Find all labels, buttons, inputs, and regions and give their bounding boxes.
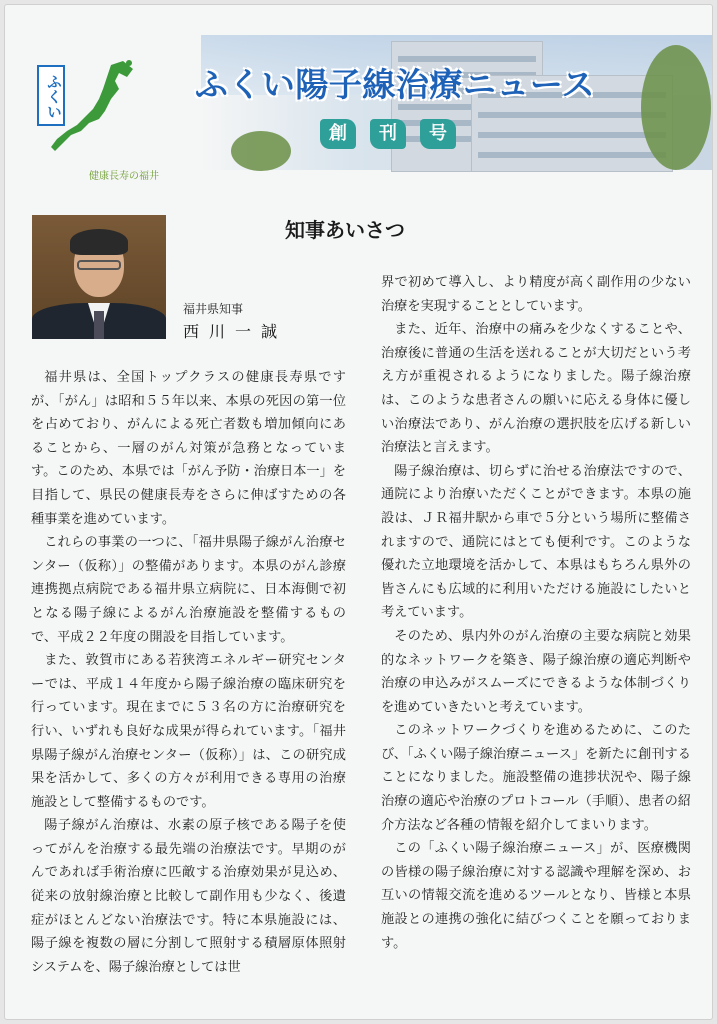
newsletter-title: ふくい陽子線治療ニュース [194, 65, 596, 104]
japan-map-icon [49, 59, 139, 159]
logo-tagline: 健康長寿の福井 [89, 171, 159, 182]
newsletter-page [4, 4, 713, 1020]
newsletter-header [15, 35, 712, 182]
paragraph: そのため、県内外のがん治療の主要な病院と効果的なネットワークを築き、陽子線治療の適応判断や治療の申込みがスムーズにできるような体制づくりを進めていきたいと考えています。 [381, 628, 691, 715]
paragraph: 陽子線がん治療は、水素の原子核である陽子を使ってがんを治療する最先端の治療法です。早期のがんであれば手術治療に匹敵する治療効果が見込め、従来の放射線治療と比較して副作用も少なく、後遺症がほとんどない治療法です。特に本県施設には、陽子線を複数の層に分割して照射する積層原体照射システムを、陽子線治療としては世 [31, 818, 346, 975]
paragraph: これらの事業の一つに、「福井県陽子線がん治療センター（仮称）」の整備があります。本県のがん診療連携拠点病院である福井県立病院に、日本海側で初となる陽子線によるがん治療施設を整備するもので、平成２２年度の開設を目指しています。 [31, 535, 346, 645]
paragraph: この「ふくい陽子線治療ニュース」が、医療機関の皆様の陽子線治療に対する認識や理解を深め、お互いの情報交流を進めるツールとなり、皆様と本県施設との連携の強化に結びつくことを願っております。 [381, 841, 691, 951]
author-role: 福井県知事 [183, 302, 244, 316]
author-name: 西川一誠 [183, 322, 288, 341]
inaugural-issue-badge [320, 119, 456, 149]
paragraph: また、近年、治療中の痛みを少なくすることや、治療後に普通の生活を送れることが大切だという考え方が重視されるようになりました。陽子線治療は、このような患者さんの願いに応える身体に優しい治療法であり、がん治療の選択肢を広げる新しい治療法と言えます。 [381, 322, 691, 456]
article-title: 知事あいさつ [285, 218, 405, 242]
issue-char: 号 [420, 119, 456, 149]
issue-char: 創 [320, 119, 356, 149]
logo-text: ふくい [37, 65, 65, 126]
paragraph: 界で初めて導入し、より精度が高く副作用の少ない治療を実現することとしています。 [381, 275, 691, 314]
tree [641, 45, 711, 170]
article-column-right [381, 271, 691, 955]
governor-portrait [32, 215, 166, 339]
paragraph: また、敦賀市にある若狭湾エネルギー研究センターでは、平成１４年度から陽子線治療の臨床研究を行っています。現在までに５３名の方に治療研究を行い、いずれも良好な成果が得られています。「福井県陽子線がん治療センター（仮称）」は、この研究成果を活かして、多くの方々が利用できる専用の治療施設として整備するものです。 [31, 653, 346, 810]
paragraph: このネットワークづくりを進めるために、このたび、「ふくい陽子線治療ニュース」を新たに創刊することになりました。施設整備の進捗状況や、陽子線治療の適応や治療のプロトコール（手順）、患者の紹介方法など各種の情報を紹介してまいります。 [381, 723, 691, 833]
paragraph: 陽子線治療は、切らずに治せる治療法ですので、通院により治療いただくことができます。本県の施設は、ＪＲ福井駅から車で５分という場所に整備されますので、通院にはとても便利です。このような優れた立地環境を活かして、本県はもちろん県外の皆さんにも広域的に利用いただける施設にしたいと考えています。 [381, 463, 691, 621]
paragraph: 福井県は、全国トップクラスの健康長寿県ですが、「がん」は昭和５５年以来、本県の死因の第一位を占めており、がんによる死亡者数も増加傾向にあることから、一層のがん対策が急務となっています。このため、本県では「がん予防・治療日本一」を目指して、県民の健康長寿をさらに伸ばすための各種事業を進めています。 [31, 370, 346, 527]
article-column-left [31, 366, 346, 979]
tree [231, 131, 291, 171]
issue-char: 刊 [370, 119, 406, 149]
fukui-logo [33, 59, 159, 182]
